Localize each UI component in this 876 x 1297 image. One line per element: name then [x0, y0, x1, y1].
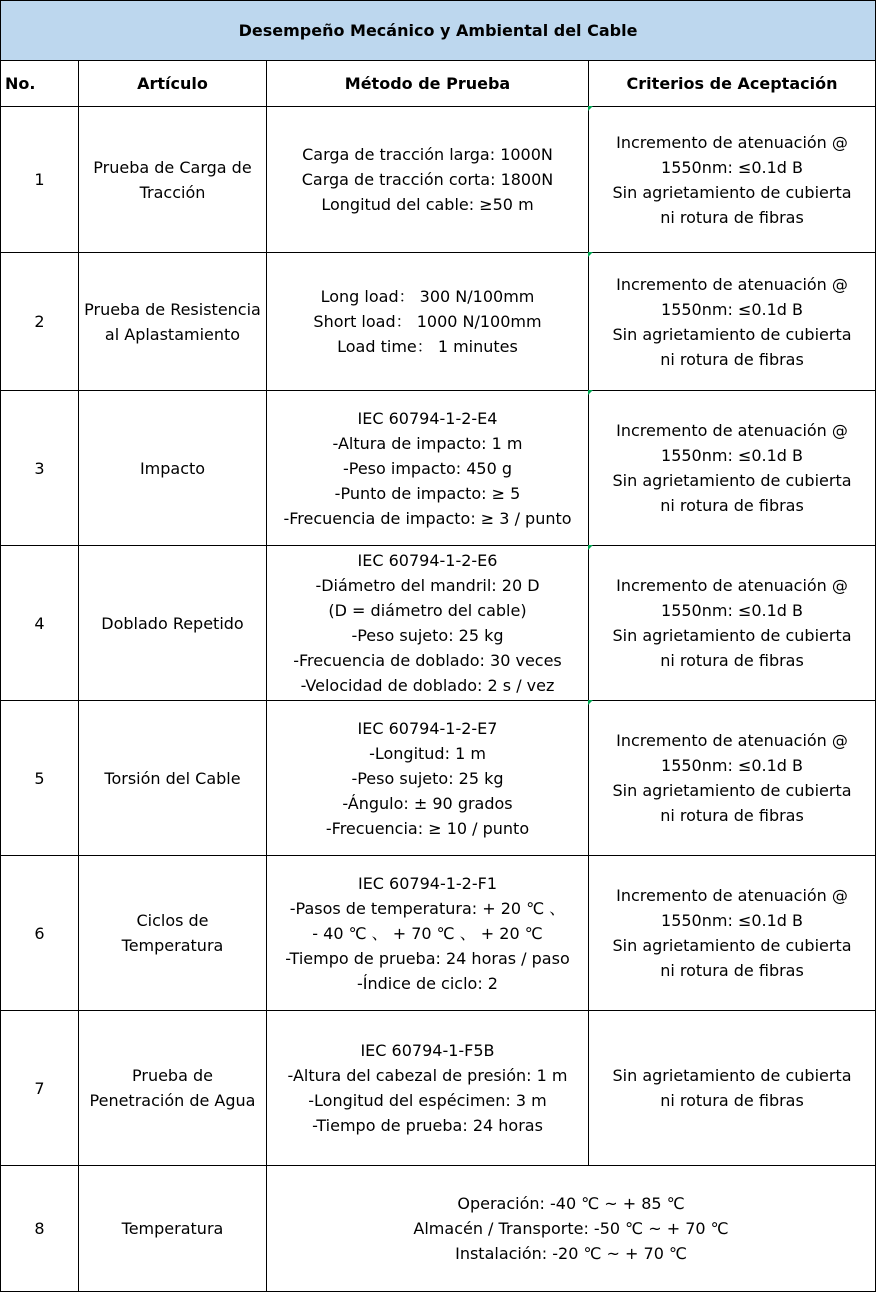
method-cell	[267, 1011, 589, 1166]
row-number: 3	[1, 391, 79, 546]
row-number: 8	[1, 1166, 79, 1292]
item-cell-line: Prueba de Resistencia	[84, 299, 261, 319]
criteria-cell-line: Sin agrietamiento de cubierta	[612, 1066, 852, 1085]
row-number: 7	[1, 1011, 79, 1166]
item-cell-line: Doblado Repetido	[101, 613, 244, 633]
criteria-cell-line: Incremento de atenuación @	[616, 576, 848, 595]
criteria-cell	[589, 107, 876, 253]
header-item: Artículo	[79, 61, 267, 107]
item-cell	[79, 856, 267, 1011]
header-no: No.	[1, 61, 79, 107]
cell-comment-marker	[588, 545, 593, 550]
method-cell-line: IEC 60794-1-F5B	[360, 1041, 495, 1060]
item-cell-line: Penetración de Agua	[89, 1091, 256, 1110]
criteria-cell-line: Incremento de atenuación @	[616, 886, 848, 905]
cell-comment-marker	[588, 390, 593, 395]
method-cell-line: -Peso sujeto: 25 kg	[351, 626, 504, 645]
method-cell-line: -Longitud del espécimen: 3 m	[308, 1091, 547, 1110]
method-cell-line: Short load： 1000 N/100mm	[313, 312, 542, 331]
criteria-cell	[589, 546, 876, 701]
criteria-cell	[589, 701, 876, 856]
criteria-cell-line: 1550nm: ≤0.1d B	[661, 299, 804, 319]
criteria-cell-line: Sin agrietamiento de cubierta	[612, 936, 852, 955]
criteria-cell-line: Sin agrietamiento de cubierta	[612, 182, 852, 202]
item-cell	[79, 107, 267, 253]
criteria-cell	[589, 391, 876, 546]
method-cell-line: -Altura de impacto: 1 m	[332, 433, 523, 453]
item-cell-line: Temperatura	[121, 936, 224, 955]
method-cell-line: -Velocidad de doblado: 2 s / vez	[300, 676, 555, 695]
criteria-cell-line: 1550nm: ≤0.1d B	[661, 446, 804, 465]
item-cell-line: Ciclos de	[136, 911, 209, 930]
row-number: 2	[1, 253, 79, 391]
method-cell-line: Load time： 1 minutes	[337, 337, 518, 356]
method-cell-line: -Ángulo: ± 90 grados	[342, 793, 513, 813]
temperature-values-cell-line: Almacén / Transporte: -50 ℃ ~ + 70 ℃	[413, 1219, 729, 1238]
method-cell-line: -Índice de ciclo: 2	[357, 973, 498, 993]
criteria-cell-line: 1550nm: ≤0.1d B	[661, 157, 804, 177]
title-row	[1, 1, 876, 61]
table-row	[1, 701, 876, 856]
row-number: 4	[1, 546, 79, 701]
item-cell	[79, 253, 267, 391]
cell-comment-marker	[588, 252, 593, 257]
criteria-cell-line: Incremento de atenuación @	[616, 421, 848, 440]
criteria-cell-line: Incremento de atenuación @	[616, 274, 848, 294]
method-cell-line: -Peso sujeto: 25 kg	[351, 768, 504, 788]
temperature-values-cell-line: Instalación: -20 ℃ ~ + 70 ℃	[455, 1244, 687, 1263]
criteria-cell-line: 1550nm: ≤0.1d B	[661, 601, 804, 620]
temperature-values-cell	[267, 1166, 876, 1292]
criteria-cell-line: 1550nm: ≤0.1d B	[661, 756, 804, 775]
criteria-cell-line: Sin agrietamiento de cubierta	[612, 781, 852, 800]
criteria-cell-line: Incremento de atenuación @	[616, 731, 848, 750]
method-cell-line: -Frecuencia: ≥ 10 / punto	[325, 818, 530, 838]
method-cell	[267, 701, 589, 856]
table-row	[1, 546, 876, 701]
criteria-cell-line: Sin agrietamiento de cubierta	[612, 626, 852, 645]
method-cell-line: (D = diámetro del cable)	[328, 601, 527, 620]
method-cell	[267, 856, 589, 1011]
method-cell-line: Carga de tracción corta: 1800N	[301, 170, 554, 189]
criteria-cell-line: ni rotura de fibras	[660, 1091, 804, 1110]
method-cell-line: -Pasos de temperatura: + 20 ℃ 、	[289, 898, 566, 918]
criteria-cell-line: Sin agrietamiento de cubierta	[612, 471, 852, 490]
method-cell	[267, 391, 589, 546]
item-cell	[79, 546, 267, 701]
table-row	[1, 1011, 876, 1166]
method-cell	[267, 546, 589, 701]
criteria-cell-line: ni rotura de fibras	[660, 496, 804, 515]
method-cell-line: -Frecuencia de impacto: ≥ 3 / punto	[283, 508, 572, 528]
method-cell-line: -Peso impacto: 450 g	[342, 458, 512, 478]
row-number: 1	[1, 107, 79, 253]
table-row	[1, 107, 876, 253]
item-cell-line: Prueba de	[132, 1066, 213, 1085]
header-criteria: Criterios de Aceptación	[589, 61, 876, 107]
table-row	[1, 391, 876, 546]
method-cell-line: IEC 60794-1-2-E6	[357, 551, 498, 570]
table-row	[1, 1166, 876, 1292]
method-cell-line: IEC 60794-1-2-F1	[357, 873, 498, 893]
item-cell: Temperatura	[79, 1166, 267, 1292]
criteria-cell-line: ni rotura de fibras	[660, 207, 804, 227]
criteria-cell	[589, 856, 876, 1011]
criteria-cell-line: ni rotura de fibras	[660, 651, 804, 670]
method-cell-line: -Tiempo de prueba: 24 horas / paso	[285, 948, 570, 968]
item-cell-line: al Aplastamiento	[104, 324, 241, 344]
method-cell-line: Long load： 300 N/100mm	[320, 287, 535, 306]
table-row	[1, 253, 876, 391]
method-cell-line: -Longitud: 1 m	[369, 743, 486, 763]
method-cell-line: IEC 60794-1-2-E7	[357, 718, 498, 738]
method-cell-line: -Frecuencia de doblado: 30 veces	[293, 651, 562, 670]
method-cell-line: -Punto de impacto: ≥ 5	[334, 483, 521, 503]
cell-comment-marker	[588, 106, 593, 111]
criteria-cell-line: ni rotura de fibras	[660, 349, 804, 369]
item-cell	[79, 1011, 267, 1166]
criteria-cell-line: Incremento de atenuación @	[616, 132, 848, 152]
method-cell	[267, 107, 589, 253]
criteria-cell-line: Sin agrietamiento de cubierta	[612, 324, 852, 344]
method-cell-line: Carga de tracción larga: 1000N	[302, 145, 553, 164]
criteria-cell-line: ni rotura de fibras	[660, 961, 804, 980]
criteria-cell	[589, 1011, 876, 1166]
row-number: 6	[1, 856, 79, 1011]
method-cell-line: -Tiempo de prueba: 24 horas	[312, 1116, 543, 1135]
table-title: Desempeño Mecánico y Ambiental del Cable	[1, 1, 876, 61]
method-cell-line: Longitud del cable: ≥50 m	[321, 195, 534, 214]
item-cell-line: Torsión del Cable	[104, 768, 241, 788]
method-cell	[267, 253, 589, 391]
method-cell-line: IEC 60794-1-2-E4	[357, 408, 498, 428]
item-cell	[79, 701, 267, 856]
item-cell	[79, 391, 267, 546]
criteria-cell-line: 1550nm: ≤0.1d B	[661, 911, 804, 930]
item-cell-line: Prueba de Carga de	[93, 157, 252, 177]
method-cell-line: -Altura del cabezal de presión: 1 m	[287, 1066, 568, 1085]
method-cell-line: - 40 ℃ 、 + 70 ℃ 、 + 20 ℃	[312, 923, 543, 943]
row-number: 5	[1, 701, 79, 856]
table-row	[1, 856, 876, 1011]
criteria-cell	[589, 253, 876, 391]
temperature-values-cell-line: Operación: -40 ℃ ~ + 85 ℃	[457, 1194, 685, 1213]
header-row	[1, 61, 876, 107]
method-cell-line: -Diámetro del mandril: 20 D	[315, 576, 540, 595]
item-cell-line: Impacto	[139, 458, 206, 478]
item-cell-line: Tracción	[139, 182, 206, 202]
header-method: Método de Prueba	[267, 61, 589, 107]
criteria-cell-line: ni rotura de fibras	[660, 806, 804, 825]
cell-comment-marker	[588, 700, 593, 705]
